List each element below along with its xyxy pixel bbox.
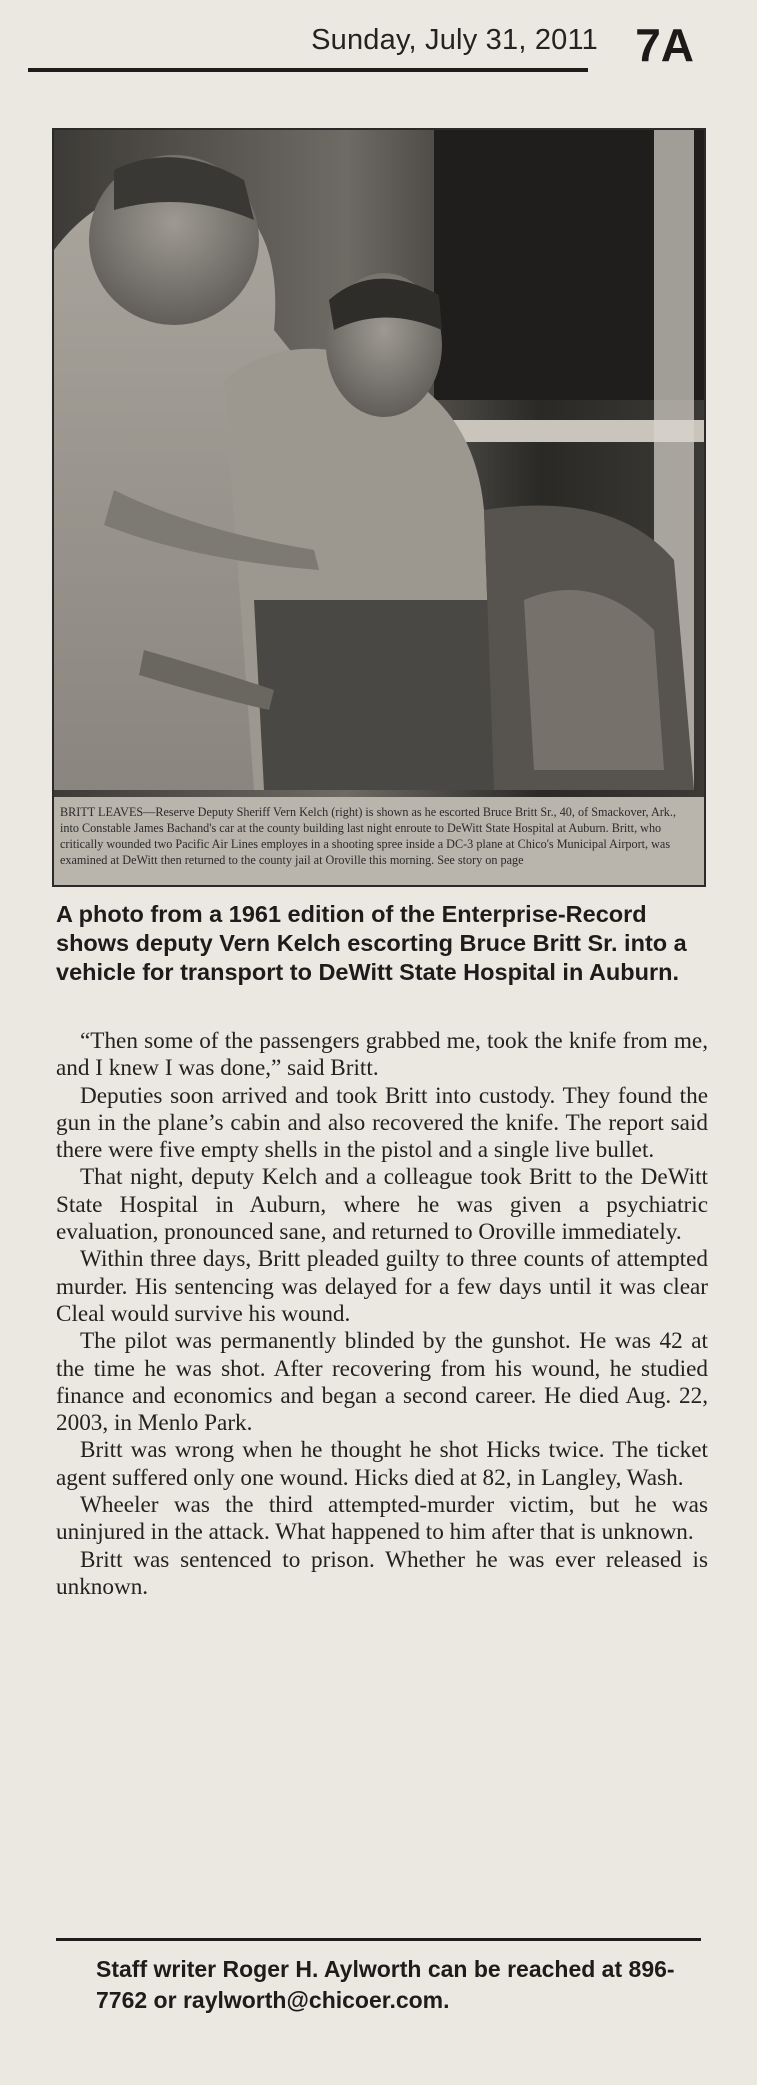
header-rule — [28, 68, 588, 72]
staff-contact-note: Staff writer Roger H. Aylworth can be reached at 896-7762 or raylworth@chicoer.com. — [96, 1956, 675, 2013]
paragraph: Wheeler was the third attempted-murder victim, but he was uninjured in the attack. What happened to him after that is unknown. — [56, 1492, 708, 1546]
paragraph: The pilot was permanently blinded by the gunshot. He was 42 at the time he was shot. After recovering from his wound, he studied finance and economics and began a second career. He died Aug. 22, 2003, in Menlo Park. — [56, 1328, 708, 1437]
paragraph: “Then some of the passengers grabbed me, took the knife from me, and I knew I was done,” said Britt. — [56, 1028, 708, 1082]
paragraph: Britt was wrong when he thought he shot Hicks twice. The ticket agent suffered only one wound. Hicks died at 82, in Langley, Wash. — [56, 1437, 708, 1491]
page-header — [28, 18, 708, 76]
archival-photo — [52, 128, 706, 887]
article-body — [56, 1028, 708, 1601]
photo-embedded-caption: BRITT LEAVES—Reserve Deputy Sheriff Vern Kelch (right) is shown as he escorted Bruce Britt Sr., 40, of Smackover, Ark., into Constable James Bachand's car at the county building last night enroute to DeWitt State Hospital at Auburn. Britt, who critically wounded two Pacific Air Lines employes in a shooting spree inside a DC-3 plane at Chico's Municipal Airport, was examined at DeWitt then returned to the county jail at Oroville this morning. See story on page — [54, 797, 704, 885]
photo-caption: A photo from a 1961 edition of the Enterprise-Record shows deputy Vern Kelch escorting Bruce Britt Sr. into a vehicle for transport to DeWitt State Hospital in Auburn. — [56, 901, 687, 985]
paragraph: Within three days, Britt pleaded guilty to three counts of attempted murder. His sentencing was delayed for a few days until it was clear Cleal would survive his wound. — [56, 1246, 708, 1327]
issue-date: Sunday, July 31, 2011 — [311, 24, 598, 56]
photo-image — [54, 130, 704, 885]
footer-rule — [56, 1938, 701, 1941]
page-number: 7A — [635, 19, 694, 71]
paragraph: That night, deputy Kelch and a colleague took Britt to the DeWitt State Hospital in Auburn, where he was given a psychiatric evaluation, pronounced sane, and returned to Oroville immediately. — [56, 1164, 708, 1246]
paragraph: Britt was sentenced to prison. Whether he was ever released is unknown. — [56, 1546, 708, 1600]
paragraph: Deputies soon arrived and took Britt into custody. They found the gun in the plane’s cabin and also recovered the knife. The report said there were five empty shells in the pistol and a single live bullet. — [56, 1082, 708, 1164]
